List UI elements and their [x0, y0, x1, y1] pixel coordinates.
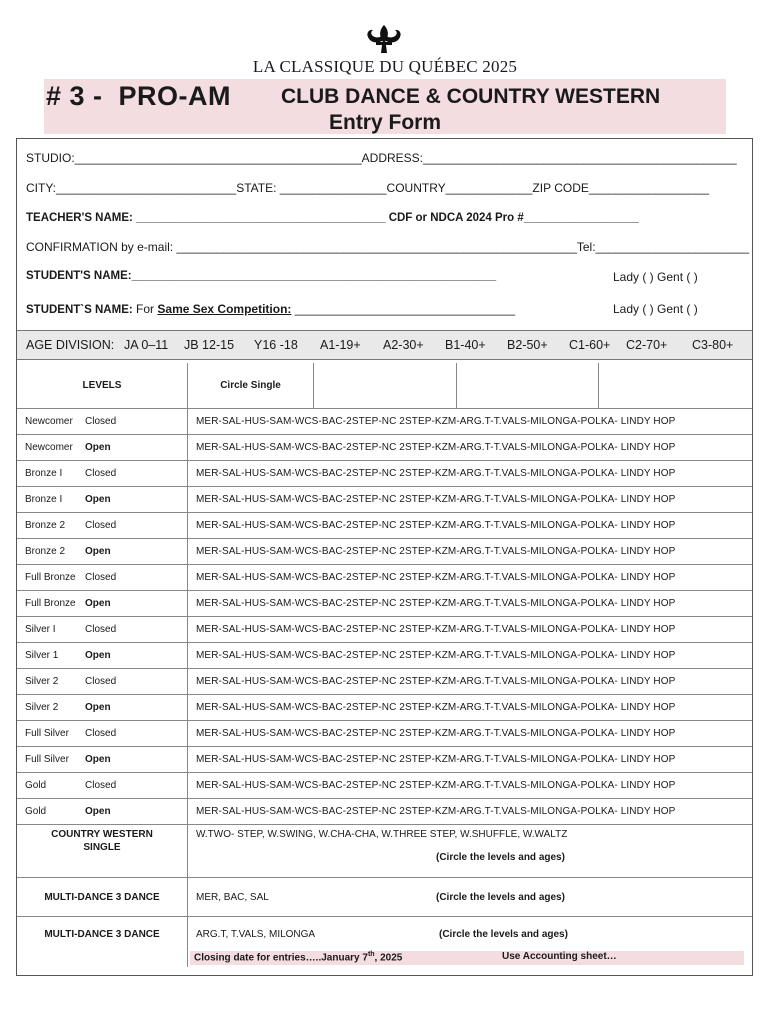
level-cell[interactable]	[17, 669, 188, 695]
table-row	[17, 435, 752, 461]
fleur-de-lis-icon	[362, 24, 406, 54]
event-title: LA CLASSIQUE DU QUÉBEC 2025	[252, 57, 518, 76]
level-type: Open	[85, 442, 111, 453]
dance-list[interactable]: MER-SAL-HUS-SAM-WCS-BAC-2STEP-NC 2STEP-KZM-ARG.T-T.VALS-MILONGA-POLKA- LINDY HOP	[188, 773, 753, 799]
level-name: Silver 2	[25, 676, 59, 687]
level-type: Open	[85, 494, 111, 505]
level-name: Newcomer	[25, 442, 73, 453]
dance-list[interactable]: MER-SAL-HUS-SAM-WCS-BAC-2STEP-NC 2STEP-KZM-ARG.T-T.VALS-MILONGA-POLKA- LINDY HOP	[188, 539, 753, 565]
age-c3[interactable]: C3-80+	[692, 338, 734, 352]
level-type: Open	[85, 806, 111, 817]
dance-list[interactable]: MER-SAL-HUS-SAM-WCS-BAC-2STEP-NC 2STEP-KZM-ARG.T-T.VALS-MILONGA-POLKA- LINDY HOP	[188, 721, 753, 747]
age-b2[interactable]: B2-50+	[507, 338, 548, 352]
age-a1[interactable]: A1-19+	[320, 338, 361, 352]
dance-list[interactable]: MER-SAL-HUS-SAM-WCS-BAC-2STEP-NC 2STEP-KZM-ARG.T-T.VALS-MILONGA-POLKA- LINDY HOP	[188, 565, 753, 591]
studio-address-field[interactable]: STUDIO:___________________________________________ADDRESS:_______________________________________________	[26, 151, 737, 165]
level-type: Closed	[85, 416, 117, 427]
level-name: Silver I	[25, 624, 56, 635]
dance-list[interactable]: MER-SAL-HUS-SAM-WCS-BAC-2STEP-NC 2STEP-KZM-ARG.T-T.VALS-MILONGA-POLKA- LINDY HOP	[188, 487, 753, 513]
dance-list[interactable]: MER-SAL-HUS-SAM-WCS-BAC-2STEP-NC 2STEP-KZM-ARG.T-T.VALS-MILONGA-POLKA- LINDY HOP	[188, 799, 753, 825]
dance-list[interactable]: MER-SAL-HUS-SAM-WCS-BAC-2STEP-NC 2STEP-KZM-ARG.T-T.VALS-MILONGA-POLKA- LINDY HOP	[188, 513, 753, 539]
level-cell[interactable]	[17, 747, 188, 773]
level-name: Full Bronze	[25, 572, 76, 583]
age-c2[interactable]: C2-70+	[626, 338, 668, 352]
city-state-field[interactable]: CITY:___________________________STATE: ________________COUNTRY_____________ZIP CODE__________________	[26, 181, 709, 195]
level-name: Bronze I	[25, 494, 63, 505]
age-ja[interactable]: JA 0–11	[124, 338, 169, 352]
country-western-label: COUNTRY WESTERN SINGLE	[17, 825, 188, 878]
table-row	[17, 695, 752, 721]
blank-header-3	[599, 363, 753, 409]
table-row	[17, 461, 752, 487]
table-header	[17, 363, 752, 409]
level-type: Closed	[85, 728, 117, 739]
same-sex-student-field[interactable]: STUDENT`S NAME: For Same Sex Competition: _________________________________	[26, 302, 516, 316]
level-name: Bronze I	[25, 468, 63, 479]
level-name: Bronze 2	[25, 546, 66, 557]
blank-header-1	[314, 363, 457, 409]
level-type: Open	[85, 702, 111, 713]
table-row	[17, 565, 752, 591]
multi-dance-dances-2[interactable]: ARG.T, T.VALS, MILONGA (Circle the levels and ages)	[196, 929, 568, 940]
dance-list[interactable]: MER-SAL-HUS-SAM-WCS-BAC-2STEP-NC 2STEP-KZM-ARG.T-T.VALS-MILONGA-POLKA- LINDY HOP	[188, 461, 753, 487]
age-b1[interactable]: B1-40+	[445, 338, 486, 352]
same-sex-sex-field[interactable]: Lady ( ) Gent ( )	[613, 302, 698, 316]
level-cell[interactable]	[17, 721, 188, 747]
table-row	[17, 747, 752, 773]
level-type: Closed	[85, 676, 117, 687]
form-title: Entry Form	[328, 111, 441, 134]
table-row	[17, 513, 752, 539]
level-type: Closed	[85, 780, 117, 791]
levels-header: LEVELS	[17, 363, 188, 409]
age-y16[interactable]: Y16 -18	[254, 338, 298, 352]
age-a2[interactable]: A2-30+	[383, 338, 424, 352]
table-row	[17, 773, 752, 799]
level-type: Closed	[85, 572, 117, 583]
dance-list[interactable]: MER-SAL-HUS-SAM-WCS-BAC-2STEP-NC 2STEP-KZM-ARG.T-T.VALS-MILONGA-POLKA- LINDY HOP	[188, 591, 753, 617]
multi-dance-dances-1[interactable]: MER, BAC, SAL (Circle the levels and ages)	[188, 878, 753, 917]
table-row	[17, 487, 752, 513]
country-western-row	[17, 825, 752, 878]
table-row	[17, 539, 752, 565]
age-c1[interactable]: C1-60+	[569, 338, 611, 352]
level-cell[interactable]	[17, 591, 188, 617]
level-name: Newcomer	[25, 416, 73, 427]
age-jb[interactable]: JB 12-15	[184, 338, 235, 352]
student-sex-field[interactable]: Lady ( ) Gent ( )	[613, 270, 698, 284]
level-cell[interactable]	[17, 461, 188, 487]
level-cell[interactable]	[17, 409, 188, 435]
table-row	[17, 669, 752, 695]
level-cell[interactable]	[17, 773, 188, 799]
level-type: Closed	[85, 520, 117, 531]
multi-dance-row-1	[17, 878, 752, 917]
level-name: Gold	[25, 806, 47, 817]
dance-list[interactable]: MER-SAL-HUS-SAM-WCS-BAC-2STEP-NC 2STEP-KZM-ARG.T-T.VALS-MILONGA-POLKA- LINDY HOP	[188, 435, 753, 461]
confirmation-email-field[interactable]: CONFIRMATION by e-mail: ____________________________________________________________Tel:_______________________	[26, 240, 750, 254]
level-cell[interactable]	[17, 565, 188, 591]
level-cell[interactable]	[17, 435, 188, 461]
level-name: Full Silver	[25, 728, 69, 739]
table-row	[17, 409, 752, 435]
age-division-bar	[17, 330, 752, 360]
table-row	[17, 799, 752, 825]
country-western-dances[interactable]: W.TWO- STEP, W.SWING, W.CHA-CHA, W.THREE STEP, W.SHUFFLE, W.WALTZ (Circle the levels and ages)	[188, 825, 753, 878]
dance-list[interactable]: MER-SAL-HUS-SAM-WCS-BAC-2STEP-NC 2STEP-KZM-ARG.T-T.VALS-MILONGA-POLKA- LINDY HOP	[188, 617, 753, 643]
level-type: Open	[85, 546, 111, 557]
level-name: Silver 2	[25, 702, 59, 713]
level-cell[interactable]	[17, 617, 188, 643]
table-row	[17, 721, 752, 747]
level-type: Closed	[85, 468, 117, 479]
level-cell[interactable]	[17, 487, 188, 513]
circle-single-header: Circle Single	[188, 363, 314, 409]
dance-list[interactable]: MER-SAL-HUS-SAM-WCS-BAC-2STEP-NC 2STEP-KZM-ARG.T-T.VALS-MILONGA-POLKA- LINDY HOP	[188, 409, 753, 435]
dance-list[interactable]: MER-SAL-HUS-SAM-WCS-BAC-2STEP-NC 2STEP-KZM-ARG.T-T.VALS-MILONGA-POLKA- LINDY HOP	[188, 695, 753, 721]
level-type: Open	[85, 754, 111, 765]
table-row	[17, 591, 752, 617]
form-subtitle: CLUB DANCE & COUNTRY WESTERN	[281, 85, 661, 108]
multi-dance-label-1: MULTI-DANCE 3 DANCE	[17, 878, 188, 917]
table-row	[17, 617, 752, 643]
multi-dance-label-2: MULTI-DANCE 3 DANCE	[17, 917, 188, 968]
dance-list[interactable]: MER-SAL-HUS-SAM-WCS-BAC-2STEP-NC 2STEP-KZM-ARG.T-T.VALS-MILONGA-POLKA- LINDY HOP	[188, 747, 753, 773]
level-name: Silver 1	[25, 650, 59, 661]
student-name-field[interactable]: STUDENT'S NAME:_________________________________________________________	[26, 270, 497, 282]
level-type: Closed	[85, 624, 117, 635]
age-division-label: AGE DIVISION:	[26, 338, 115, 352]
form-number: # 3 - PRO-AM	[46, 81, 232, 111]
accounting-note: Use Accounting sheet…	[502, 951, 617, 962]
dance-list[interactable]: MER-SAL-HUS-SAM-WCS-BAC-2STEP-NC 2STEP-KZM-ARG.T-T.VALS-MILONGA-POLKA- LINDY HOP	[188, 643, 753, 669]
level-name: Full Bronze	[25, 598, 76, 609]
level-name: Gold	[25, 780, 47, 791]
table-row	[17, 643, 752, 669]
level-cell[interactable]	[17, 799, 188, 825]
level-type: Open	[85, 598, 111, 609]
level-cell[interactable]	[17, 513, 188, 539]
level-cell[interactable]	[17, 643, 188, 669]
level-cell[interactable]	[17, 539, 188, 565]
teacher-name-field[interactable]: TEACHER'S NAME: _______________________________________ CDF or NDCA 2024 Pro #__________________	[26, 212, 639, 224]
blank-header-2	[457, 363, 599, 409]
level-name: Full Silver	[25, 754, 69, 765]
level-type: Open	[85, 650, 111, 661]
dance-list[interactable]: MER-SAL-HUS-SAM-WCS-BAC-2STEP-NC 2STEP-KZM-ARG.T-T.VALS-MILONGA-POLKA- LINDY HOP	[188, 669, 753, 695]
level-cell[interactable]	[17, 695, 188, 721]
level-name: Bronze 2	[25, 520, 66, 531]
closing-date: Closing date for entries…..January 7th, 2025	[194, 951, 403, 964]
levels-table	[17, 363, 752, 967]
